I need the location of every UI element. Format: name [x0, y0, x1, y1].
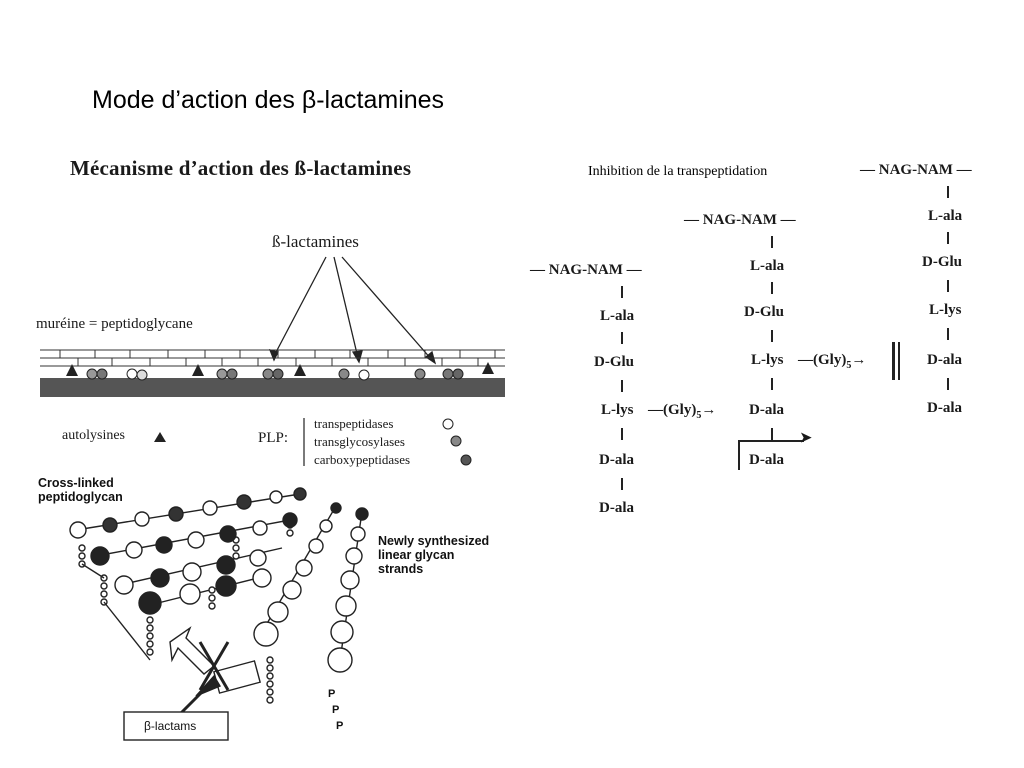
- chain3-residue-4: D-ala: [927, 352, 962, 368]
- chain1-residue-4: D-ala: [599, 452, 634, 468]
- inhibition-title: Inhibition de la transpeptidation: [588, 164, 768, 179]
- crosslinked-label-line2: peptidoglycan: [38, 490, 123, 504]
- nag-nam-2-text: NAG-NAM: [702, 212, 777, 228]
- chain2-residue-1: L-ala: [750, 258, 785, 274]
- mureine-label: muréine = peptidoglycane: [36, 316, 193, 332]
- chain1-residue-1: L-ala: [600, 308, 635, 324]
- newly-label-line3: strands: [378, 562, 424, 576]
- gly-bridge-2-sub: 5: [846, 360, 852, 371]
- chain1-residue-3: L-lys: [601, 402, 634, 418]
- plp-label: PLP:: [258, 430, 289, 446]
- gly-bridge-2: $—(Gly)_5\to$: [798, 352, 867, 371]
- p-letter-1: P: [328, 688, 336, 700]
- chain3-residue-3: L-lys: [929, 302, 962, 318]
- cleavage-arrowhead: ➤: [800, 431, 812, 446]
- nag-nam-3: — NAG-NAM —: [860, 162, 972, 178]
- crosslinked-label-line1: Cross-linked: [38, 476, 114, 490]
- slide-title: Mode d’action des β-lactamines: [92, 86, 445, 114]
- newly-label-line2: linear glycan: [378, 548, 455, 562]
- gly-bridge-1-text: (Gly): [663, 402, 697, 418]
- chain1-residue-5: D-ala: [599, 500, 634, 516]
- chain2-residue-3: L-lys: [751, 352, 784, 368]
- chain3-residue-5: D-ala: [927, 400, 962, 416]
- blactamine-arrows: [270, 257, 435, 363]
- nag-nam-2: — NAG-NAM —: [684, 212, 796, 228]
- chain2-residue-4: D-ala: [749, 402, 784, 418]
- nag-nam-1: — NAG-NAM —: [530, 262, 642, 278]
- block-bar-2: [898, 342, 900, 380]
- newly-label-line1: Newly synthesized: [378, 534, 490, 548]
- autolysines-label: autolysines: [62, 428, 125, 443]
- nag-nam-1-text: NAG-NAM: [548, 262, 623, 278]
- blactams-label: β-lactams: [144, 719, 197, 733]
- plp-item-carboxypeptidases: carboxypeptidases: [314, 452, 411, 467]
- mechanism-title: Mécanisme d’action des ß-lactamines: [70, 156, 412, 180]
- p-letter-3: P: [336, 720, 344, 732]
- crosslinked-label: [38, 476, 123, 504]
- chain2-residue-2: D-Glu: [744, 304, 785, 320]
- newly-synthesized-label: [378, 534, 489, 576]
- chain3-residue-1: L-ala: [928, 208, 963, 224]
- nag-nam-3-text: NAG-NAM: [878, 162, 953, 178]
- p-letter-2: P: [332, 704, 340, 716]
- gly-bridge-2-text: (Gly): [813, 352, 847, 368]
- blactamines-label: ß-lactamines: [272, 232, 359, 251]
- gly-bridge-1-sub: 5: [696, 410, 702, 421]
- membrane-band: [40, 378, 505, 397]
- plp-item-transpeptidases: transpeptidases: [314, 416, 394, 431]
- chain1-residue-2: D-Glu: [594, 354, 635, 370]
- chain2-residue-5: D-ala: [749, 452, 784, 468]
- plp-item-transglycosylases: transglycosylases: [314, 434, 405, 449]
- crosslinked-peptidoglycan-drawing: [70, 488, 368, 716]
- gly-bridge-1: $—(Gly)_5\to$: [648, 402, 717, 421]
- chain3-residue-2: D-Glu: [922, 254, 963, 270]
- block-bar-1: [892, 342, 895, 380]
